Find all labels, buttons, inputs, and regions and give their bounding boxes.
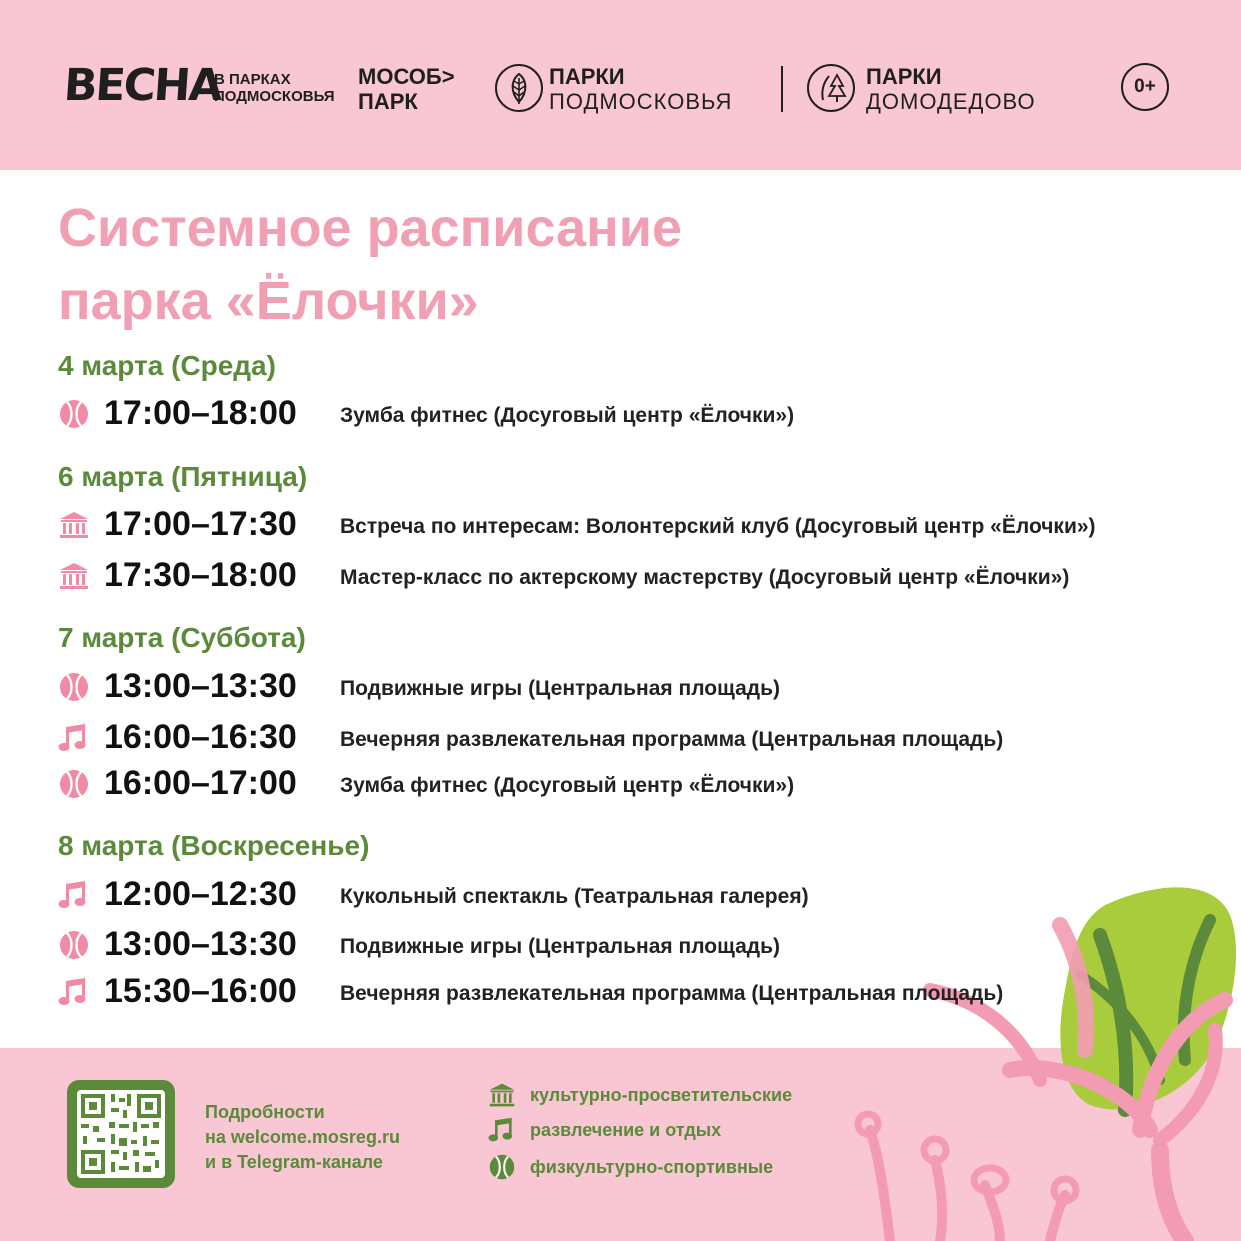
- event-description: Подвижные игры (Центральная площадь): [340, 677, 780, 700]
- parki-domodedovo-line1: ПАРКИ: [866, 64, 942, 89]
- culture-icon: [488, 1081, 516, 1109]
- music-icon: [58, 976, 90, 1008]
- event-time: 13:00–13:30: [104, 925, 297, 963]
- event-description: Мастер-класс по актерскому мастерству (Досуговый центр «Ёлочки»): [340, 566, 1070, 589]
- sport-icon: [58, 768, 90, 800]
- legend-label: развлечение и отдых: [530, 1120, 722, 1140]
- mosobpark-line2: ПАРК: [358, 89, 418, 114]
- day-heading: 7 марта (Суббота): [58, 622, 306, 653]
- vesna-subtitle: [214, 71, 335, 105]
- event-description: Подвижные игры (Центральная площадь): [340, 935, 780, 958]
- header-bar: [0, 0, 1241, 170]
- parki-domodedovo-line2: ДОМОДЕДОВО: [866, 89, 1036, 114]
- event-description: Вечерняя развлекательная программа (Центральная площадь): [340, 982, 1004, 1005]
- details-line3: и в Telegram-канале: [205, 1152, 383, 1172]
- event-description: Кукольный спектакль (Театральная галерея): [340, 885, 809, 908]
- day-heading: 6 марта (Пятница): [58, 461, 308, 492]
- vesna-subtitle-line1: В ПАРКАХ: [214, 71, 291, 88]
- sport-icon: [488, 1153, 516, 1181]
- sport-icon: [58, 671, 90, 703]
- event-time: 17:00–18:00: [104, 394, 297, 432]
- parki-podmoskovya-line2: ПОДМОСКОВЬЯ: [549, 89, 733, 114]
- details-line1: Подробности: [205, 1102, 325, 1122]
- mosobpark-logo: [358, 64, 455, 114]
- details-link[interactable]: на welcome.mosreg.ru: [205, 1127, 400, 1147]
- mosobpark-line1: МОСОБ>: [358, 64, 455, 89]
- page-title: [58, 192, 682, 338]
- age-rating-badge: 0+: [1121, 63, 1169, 111]
- vesna-subtitle-line2: ПОДМОСКОВЬЯ: [214, 88, 335, 105]
- parki-domodedovo-logo: [866, 64, 1036, 114]
- header-divider: [781, 66, 783, 112]
- day-heading: 8 марта (Воскресенье): [58, 830, 370, 861]
- vesna-logo: ВЕСНА: [62, 60, 223, 111]
- music-icon: [488, 1116, 516, 1144]
- parki-podmoskovya-logo: [549, 64, 732, 114]
- event-description: Зумба фитнес (Досуговый центр «Ёлочки»): [340, 404, 795, 427]
- event-time: 17:00–17:30: [104, 505, 297, 543]
- leaf-icon: [495, 64, 543, 112]
- legend-label: культурно-просветительские: [530, 1085, 793, 1105]
- culture-icon: [58, 560, 90, 592]
- event-time: 16:00–17:00: [104, 764, 297, 802]
- event-description: Вечерняя развлекательная программа (Центральная площадь): [340, 728, 1004, 751]
- footer-bar: [0, 1048, 1241, 1241]
- day-heading: 4 марта (Среда): [58, 350, 276, 381]
- sport-icon: [58, 929, 90, 961]
- qr-code[interactable]: [67, 1080, 175, 1188]
- page-title-line2: парка «Ёлочки»: [58, 271, 479, 331]
- event-time: 12:00–12:30: [104, 875, 297, 913]
- tree-icon: [807, 64, 855, 112]
- event-time: 17:30–18:00: [104, 556, 297, 594]
- event-description: Зумба фитнес (Досуговый центр «Ёлочки»): [340, 774, 795, 797]
- culture-icon: [58, 509, 90, 541]
- music-icon: [58, 879, 90, 911]
- event-time: 15:30–16:00: [104, 972, 297, 1010]
- event-time: 13:00–13:30: [104, 667, 297, 705]
- event-time: 16:00–16:30: [104, 718, 297, 756]
- parki-podmoskovya-line1: ПАРКИ: [549, 64, 625, 89]
- legend-label: физкультурно-спортивные: [530, 1157, 774, 1177]
- sport-icon: [58, 398, 90, 430]
- music-icon: [58, 722, 90, 754]
- details-text: [205, 1100, 400, 1175]
- page-title-line1: Системное расписание: [58, 198, 683, 258]
- event-description: Встреча по интересам: Волонтерский клуб (Досуговый центр «Ёлочки»): [340, 515, 1096, 538]
